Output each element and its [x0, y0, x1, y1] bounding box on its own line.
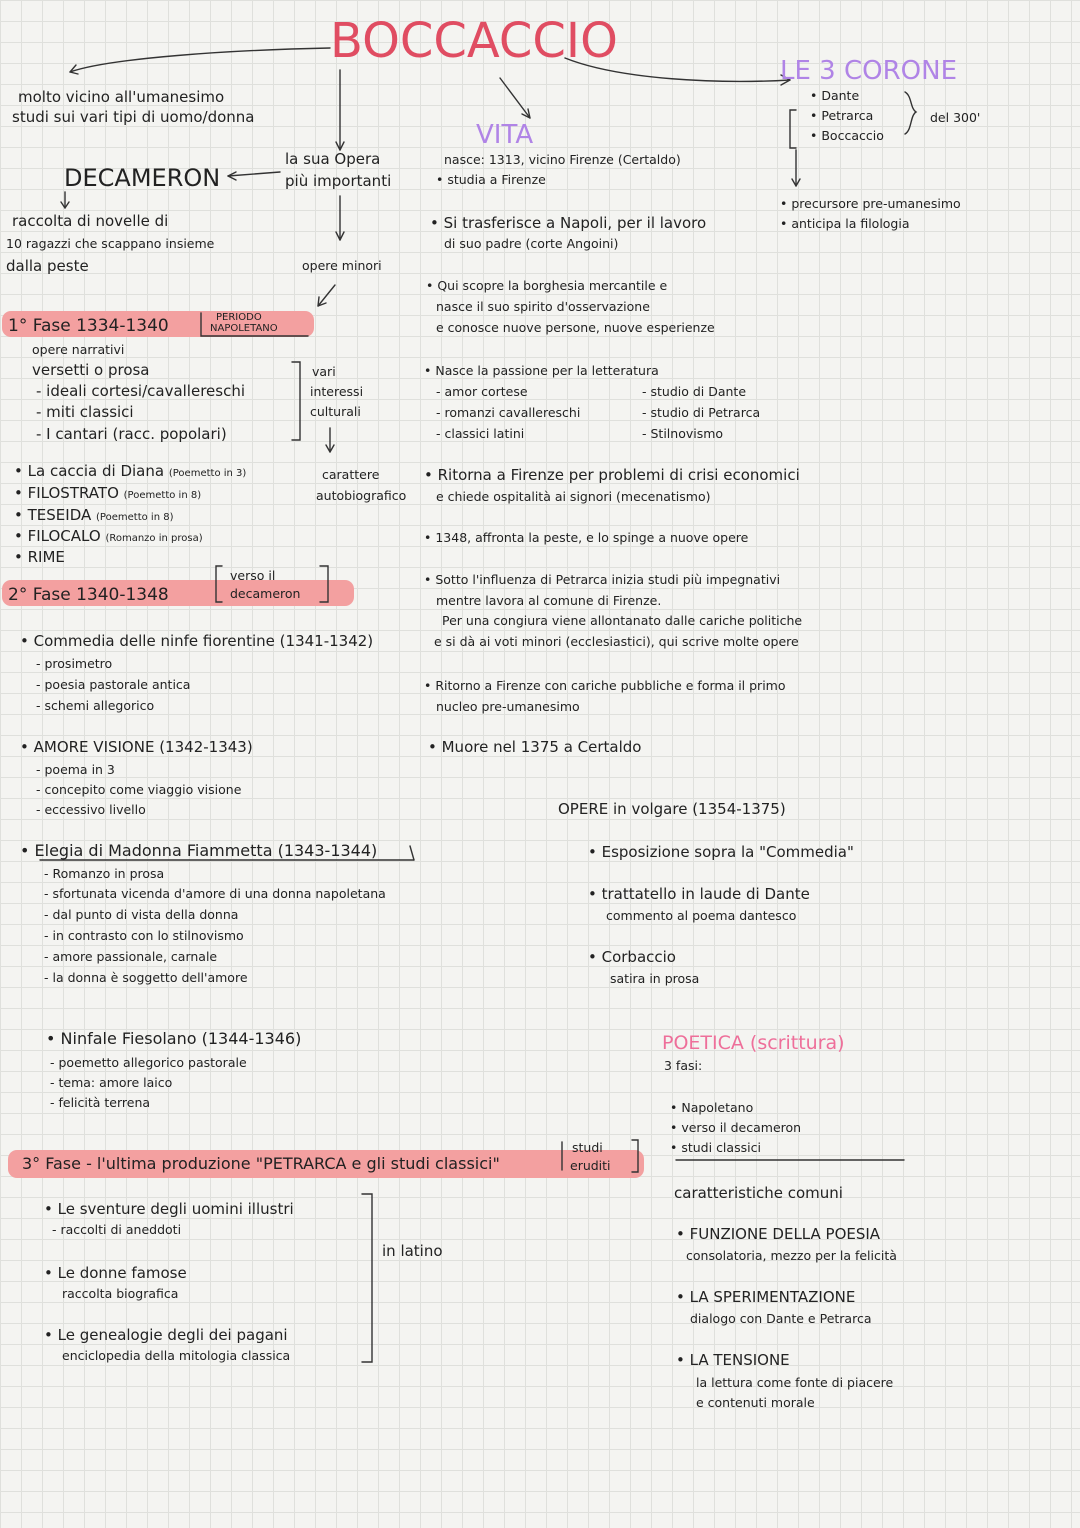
fase2-title: 2° Fase 1340-1348 — [8, 585, 169, 605]
commedia-item: - prosimetro — [36, 656, 113, 671]
decameron-desc-1: raccolta di novelle di — [12, 212, 169, 230]
elegia-item: - in contrasto con lo stilnovismo — [44, 928, 244, 943]
fase1-note-2: NAPOLETANO — [210, 323, 278, 334]
elegia-item: - la donna è soggetto dell'amore — [44, 970, 248, 985]
vita-napoli-1: • Si trasferisce a Napoli, per il lavoro — [430, 214, 707, 232]
poetica-sub: 3 fasi: — [664, 1058, 703, 1073]
fase1-side-1: vari — [312, 364, 336, 379]
vita-borg-3: e conosce nuove persone, nuove esperienze — [436, 320, 715, 335]
vita-title: VITA — [476, 120, 534, 150]
volgare-item-title: • trattatello in laude di Dante — [588, 885, 810, 903]
poetica-fase: • studi classici — [670, 1140, 761, 1155]
fase1-title: 1° Fase 1334-1340 — [8, 316, 169, 336]
fase2-note-2: decameron — [230, 586, 301, 601]
vita-ritorna-2: e chiede ospitalità ai signori (mecenatismo) — [436, 489, 711, 504]
decameron-title: DECAMERON — [64, 164, 221, 192]
corone-point-1: • precursore pre-umanesimo — [780, 196, 961, 211]
fase1-work: • TESEIDA (Poemetto in 8) — [14, 506, 174, 524]
ninfale-item: - tema: amore laico — [50, 1075, 173, 1090]
elegia-item: - dal punto di vista della donna — [44, 907, 239, 922]
fase1-side-2: interessi — [310, 384, 364, 399]
intro-line-1: molto vicino all'umanesimo — [18, 88, 225, 106]
commedia-item: - schemi allegorico — [36, 698, 155, 713]
vita-borg-1: • Qui scopre la borghesia mercantile e — [426, 278, 668, 293]
fase1-work: • RIME — [14, 548, 65, 566]
ninfale-item: - felicità terrena — [50, 1095, 151, 1110]
vita-petrarca-2: mentre lavora al comune di Firenze. — [436, 593, 662, 608]
fase1-item: - ideali cortesi/cavallereschi — [36, 382, 246, 400]
poetica-fase: • verso il decameron — [670, 1120, 802, 1135]
vita-napoli-2: di suo padre (corte Angoini) — [444, 236, 619, 251]
opera-label-1: la sua Opera — [285, 150, 381, 168]
corone-point-2: • anticipa la filologia — [780, 216, 910, 231]
ninfale-title: • Ninfale Fiesolano (1344-1346) — [46, 1029, 302, 1048]
vita-petrarca-3: Per una congiura viene allontanato dalle cariche politiche — [442, 613, 803, 628]
vita-nasce-1: nasce: 1313, vicino Firenze (Certaldo) — [444, 152, 681, 167]
amore-item: - poema in 3 — [36, 762, 115, 777]
opere-minori-label: opere minori — [302, 258, 382, 273]
elegia-item: - Romanzo in prosa — [44, 866, 165, 881]
elegia-item: - amore passionale, carnale — [44, 949, 218, 964]
fase2-note-1: verso il — [230, 568, 276, 583]
vita-muore: • Muore nel 1375 a Certaldo — [428, 738, 642, 756]
fase1-char-2: autobiografico — [316, 488, 407, 503]
vita-petrarca-1: • Sotto l'influenza di Petrarca inizia studi più impegnativi — [424, 572, 781, 587]
volgare-item-title: • Corbaccio — [588, 948, 676, 966]
fase3-work-title: • Le genealogie degli dei pagani — [44, 1326, 288, 1344]
vita-lett-right: - Stilnovismo — [642, 426, 724, 441]
vita-lett: • Nasce la passione per la letteratura — [424, 363, 659, 378]
poetica-tensione-sub: la lettura come fonte di piacere — [696, 1375, 894, 1390]
fase3-work-title: • Le sventure degli uomini illustri — [44, 1200, 294, 1218]
decameron-desc-2: 10 ragazzi che scappano insieme — [6, 236, 215, 251]
corone-name: • Dante — [810, 88, 860, 103]
vita-ritorno-1: • Ritorno a Firenze con cariche pubbliche e forma il primo — [424, 678, 786, 693]
fase3-work-sub: raccolta biografica — [62, 1286, 179, 1301]
fase3-note-1: studi — [572, 1140, 603, 1155]
volgare-item-title: • Esposizione sopra la "Commedia" — [588, 843, 854, 861]
corone-title: LE 3 CORONE — [780, 56, 958, 86]
poetica-fase: • Napoletano — [670, 1100, 754, 1115]
poetica-funzione: • FUNZIONE DELLA POESIA — [676, 1225, 881, 1243]
poetica-title: POETICA (scrittura) — [662, 1032, 845, 1054]
fase3-title: 3° Fase - l'ultima produzione "PETRARCA e gli studi classici" — [22, 1154, 500, 1173]
fase3-note-2: eruditi — [570, 1158, 611, 1173]
vita-ritorna-1: • Ritorna a Firenze per problemi di crisi economici — [424, 466, 800, 484]
poetica-tensione-sub: e contenuti morale — [696, 1395, 815, 1410]
amore-item: - eccessivo livello — [36, 802, 146, 817]
fase3-work-title: • Le donne famose — [44, 1264, 187, 1282]
poetica-sperimentazione: • LA SPERIMENTAZIONE — [676, 1288, 856, 1306]
vita-lett-right: - studio di Dante — [642, 384, 747, 399]
vita-petrarca-4: e si dà ai voti minori (ecclesiastici), qui scrive molte opere — [434, 634, 799, 649]
fase1-item: - miti classici — [36, 403, 134, 421]
fase1-item: opere narrativi — [32, 342, 125, 357]
decameron-desc-3: dalla peste — [6, 257, 89, 275]
fase1-side-3: culturali — [310, 404, 361, 419]
vita-peste: • 1348, affronta la peste, e lo spinge a nuove opere — [424, 530, 749, 545]
vita-nasce-2: • studia a Firenze — [436, 172, 546, 187]
poetica-tensione: • LA TENSIONE — [676, 1351, 790, 1369]
vita-lett-left: - classici latini — [436, 426, 525, 441]
main-title: BOCCACCIO — [330, 13, 618, 69]
commedia-item: - poesia pastorale antica — [36, 677, 191, 692]
elegia-item: - sfortunata vicenda d'amore di una donna napoletana — [44, 886, 386, 901]
corone-name: • Petrarca — [810, 108, 874, 123]
amore-item: - concepito come viaggio visione — [36, 782, 242, 797]
vita-lett-left: - amor cortese — [436, 384, 528, 399]
amore-title: • AMORE VISIONE (1342-1343) — [20, 738, 253, 756]
vita-lett-right: - studio di Petrarca — [642, 405, 761, 420]
ninfale-item: - poemetto allegorico pastorale — [50, 1055, 247, 1070]
elegia-title: • Elegia di Madonna Fiammetta (1343-1344) — [20, 841, 378, 860]
fase1-item: versetti o prosa — [32, 361, 150, 379]
fase3-lang: in latino — [382, 1242, 443, 1260]
intro-line-2: studi sui vari tipi di uomo/donna — [12, 108, 255, 126]
opera-label-2: più importanti — [285, 172, 392, 190]
commedia-title: • Commedia delle ninfe fiorentine (1341-1342) — [20, 632, 374, 650]
fase1-note-1: PERIODO — [216, 312, 262, 323]
fase1-char-1: carattere — [322, 467, 380, 482]
volgare-title: OPERE in volgare (1354-1375) — [558, 800, 786, 818]
corone-name: • Boccaccio — [810, 128, 884, 143]
fase1-item: - I cantari (racc. popolari) — [36, 425, 227, 443]
fase3-work-sub: - raccolti di aneddoti — [52, 1222, 182, 1237]
corone-period: del 300' — [930, 110, 981, 125]
vita-borg-2: nasce il suo spirito d'osservazione — [436, 299, 650, 314]
volgare-item-sub: commento al poema dantesco — [606, 908, 797, 923]
fase1-work: • FILOSTRATO (Poemetto in 8) — [14, 484, 202, 502]
fase1-work: • FILOCALO (Romanzo in prosa) — [14, 527, 203, 545]
vita-ritorno-2: nucleo pre-umanesimo — [436, 699, 580, 714]
poetica-funzione-sub: consolatoria, mezzo per la felicità — [686, 1248, 897, 1263]
fase3-work-sub: enciclopedia della mitologia classica — [62, 1348, 291, 1363]
poetica-sperimentazione-sub: dialogo con Dante e Petrarca — [690, 1311, 872, 1326]
volgare-item-sub: satira in prosa — [610, 971, 700, 986]
fase1-work: • La caccia di Diana (Poemetto in 3) — [14, 462, 247, 480]
poetica-caratteristiche: caratteristiche comuni — [674, 1184, 843, 1202]
vita-lett-left: - romanzi cavallereschi — [436, 405, 581, 420]
